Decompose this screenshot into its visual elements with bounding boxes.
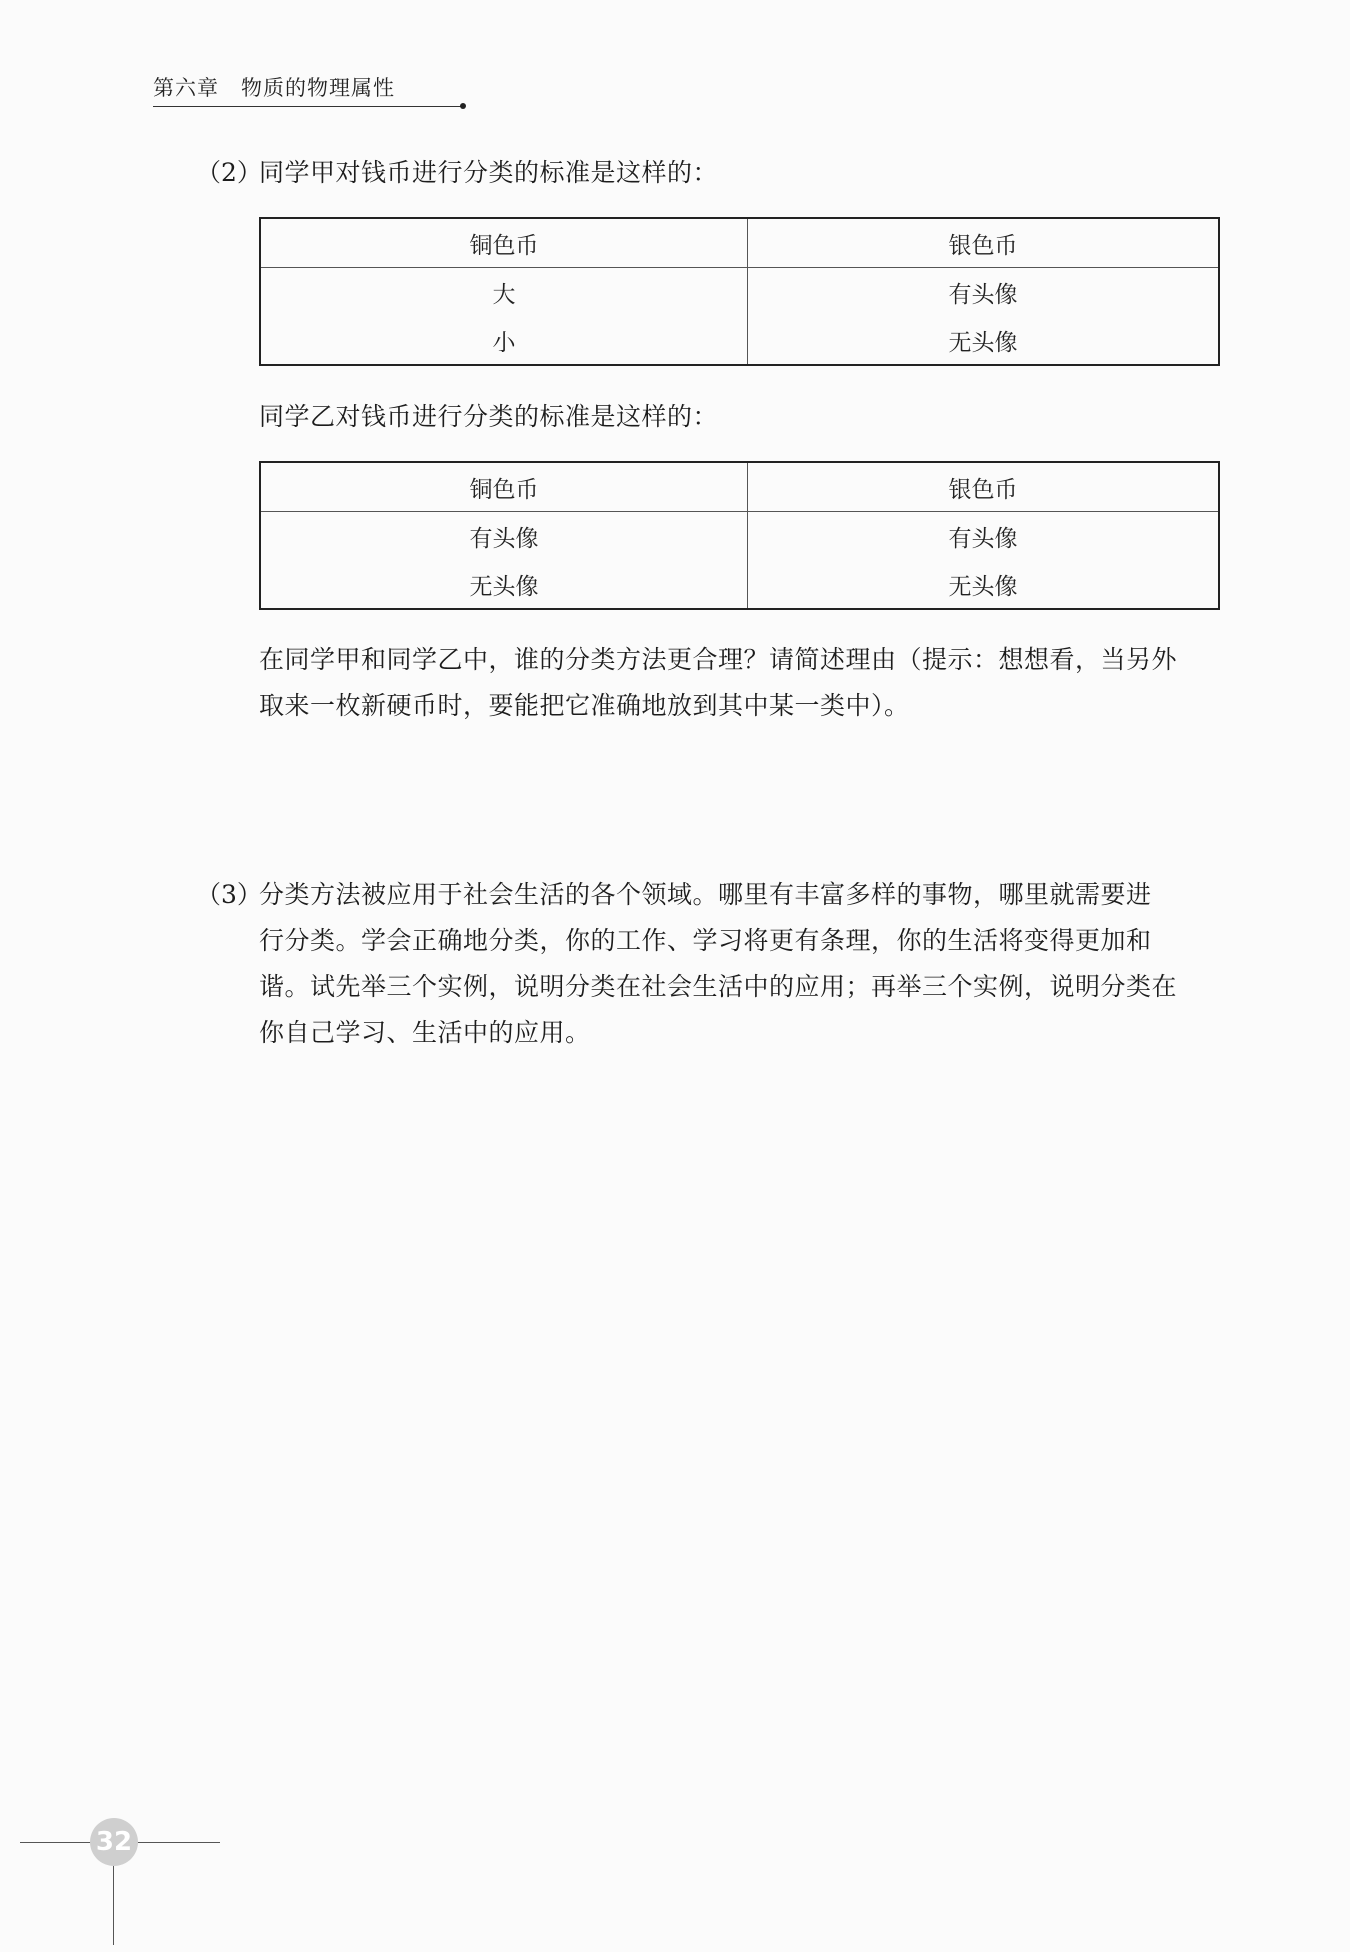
header-rule xyxy=(153,106,463,107)
classification-table-b xyxy=(259,461,1220,610)
question-3-line: 你自己学习、生活中的应用。 xyxy=(259,1018,591,1047)
table-header-row xyxy=(260,218,1219,268)
classification-table-a xyxy=(259,217,1220,366)
table-cell: 大 xyxy=(260,268,748,317)
running-header xyxy=(153,72,395,102)
question-2-line: 在同学甲和同学乙中，谁的分类方法更合理？请简述理由（提示：想想看，当另外 xyxy=(259,645,1178,674)
question-2-intro-a: 同学甲对钱币进行分类的标准是这样的： xyxy=(259,158,719,187)
table-header-cell: 银色币 xyxy=(748,218,1220,268)
chapter-title: 物质的物理属性 xyxy=(241,76,395,100)
question-2-number: （2） xyxy=(196,158,262,187)
table-cell: 无头像 xyxy=(948,329,1018,356)
table-row xyxy=(260,560,1219,609)
table-header-cell: 铜色币 xyxy=(260,218,748,268)
question-3-line: 行分类。学会正确地分类，你的工作、学习将更有条理，你的生活将变得更加和 xyxy=(259,926,1152,955)
question-2-intro-b: 同学乙对钱币进行分类的标准是这样的： xyxy=(259,402,719,431)
table-cell: 无头像 xyxy=(260,560,748,609)
table-cell: 有头像 xyxy=(260,512,748,561)
page-number: 32 xyxy=(90,1818,138,1866)
table-row xyxy=(260,268,1219,317)
table-row xyxy=(260,512,1219,561)
header-rule-dot xyxy=(460,103,466,109)
footer-rule-vertical xyxy=(113,1855,114,1945)
table-row xyxy=(260,316,1219,365)
question-2-line: 取来一枚新硬币时，要能把它准确地放到其中某一类中）。 xyxy=(259,691,910,720)
table-cell: 小 xyxy=(260,316,748,365)
table-cell: 有头像 xyxy=(948,525,1018,552)
question-3-number: （3） xyxy=(196,880,262,909)
table-header-cell: 银色币 xyxy=(748,462,1220,512)
table-header-cell: 铜色币 xyxy=(260,462,748,512)
table-header-row xyxy=(260,462,1219,512)
chapter-label: 第六章 xyxy=(153,76,219,100)
table-cell: 无头像 xyxy=(948,573,1018,600)
table-cell: 有头像 xyxy=(948,281,1018,308)
question-3-line: 谐。试先举三个实例，说明分类在社会生活中的应用；再举三个实例，说明分类在 xyxy=(259,972,1178,1001)
question-3-line: 分类方法被应用于社会生活的各个领域。哪里有丰富多样的事物，哪里就需要进 xyxy=(259,880,1152,909)
